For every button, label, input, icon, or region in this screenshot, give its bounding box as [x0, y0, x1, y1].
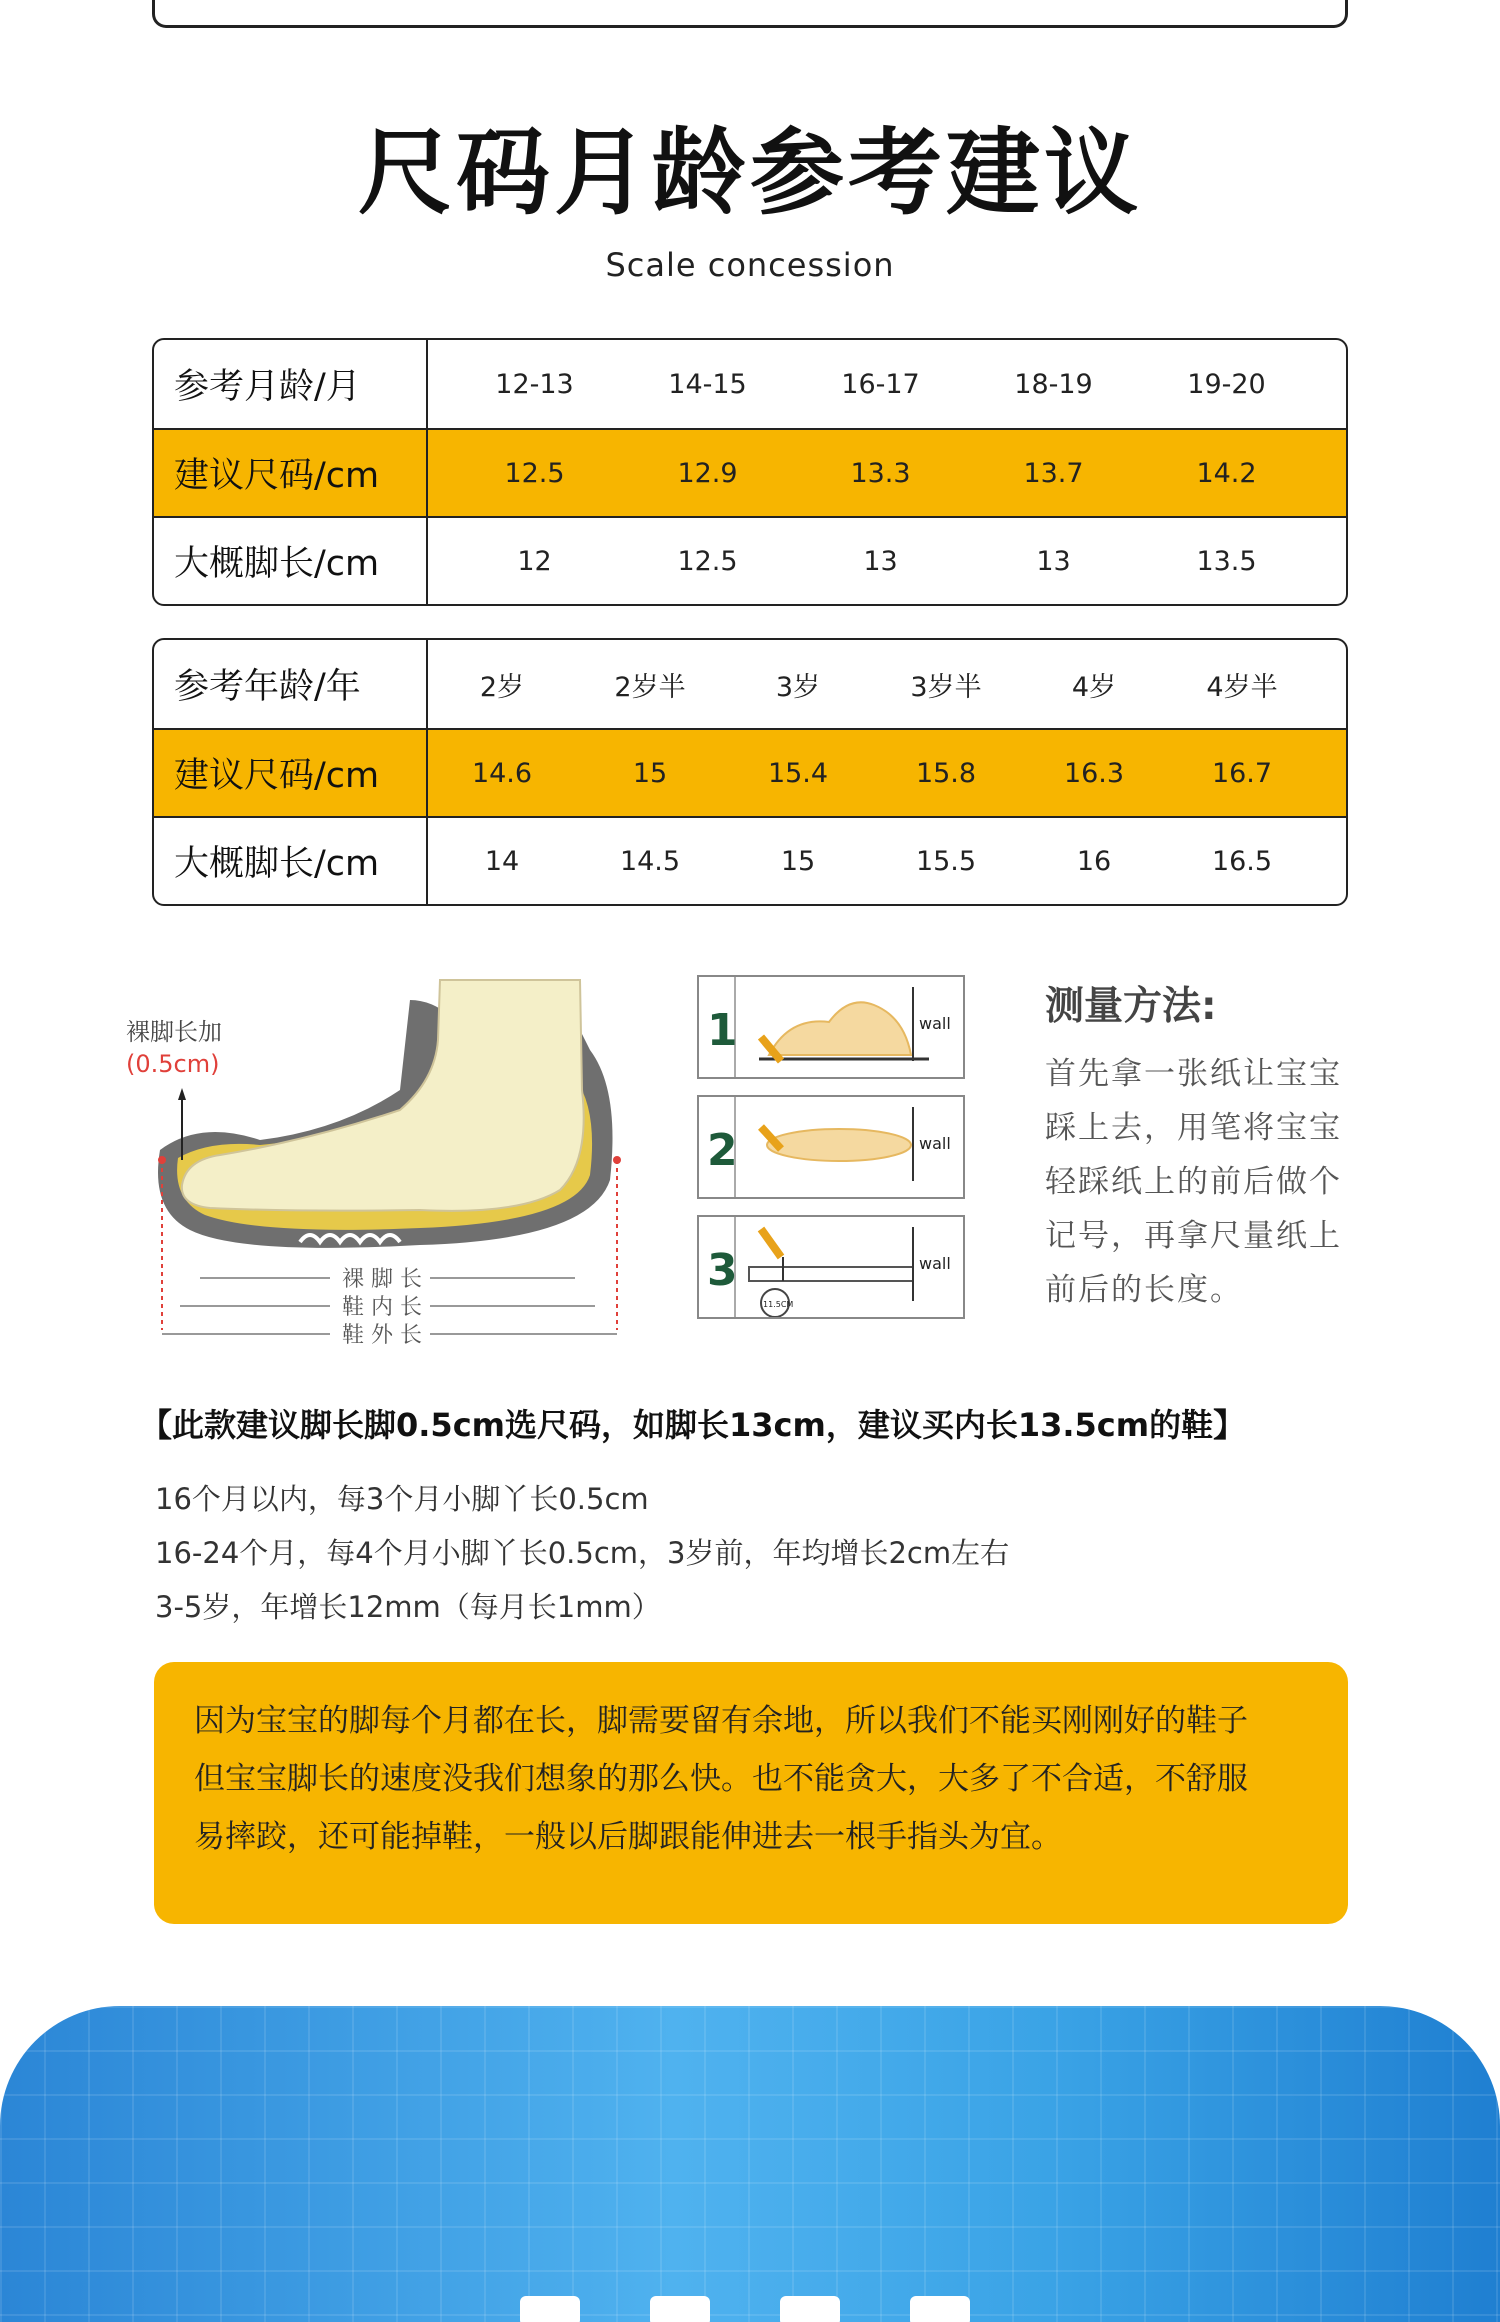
table-cell: 4岁 — [1071, 671, 1117, 703]
tip-line: 但宝宝脚长的速度没我们想象的那么快。也不能贪大，大多了不合适，不舒服 — [194, 1761, 1248, 1797]
table-cell: 15 — [632, 757, 668, 789]
growth-note: 3-5岁，年增长12mm（每月长1mm） — [155, 1590, 661, 1624]
table-cell: 13.5 — [1196, 545, 1257, 577]
table-cell: 16.7 — [1211, 757, 1273, 789]
wall-label: wall — [919, 1254, 951, 1273]
table-cell: 16-17 — [841, 368, 920, 400]
table-cell: 12.9 — [677, 457, 738, 489]
measurement-steps — [697, 975, 967, 1325]
table-row-highlight — [154, 728, 1346, 818]
method-line: 踩上去，用笔将宝宝 — [1045, 1110, 1342, 1146]
table-cell: 13 — [1036, 545, 1071, 577]
growth-note: 16个月以内，每3个月小脚丫长0.5cm — [155, 1482, 649, 1516]
label-inner-length: 鞋 内 长 — [342, 1295, 422, 1320]
table-cell: 12.5 — [677, 545, 738, 577]
wall-label: wall — [919, 1014, 951, 1033]
table-cell: 16.3 — [1063, 757, 1125, 789]
row-label: 建议尺码/cm — [154, 730, 428, 816]
table-cell: 19-20 — [1187, 368, 1266, 400]
row-label: 建议尺码/cm — [154, 430, 428, 516]
table-cell: 3岁 — [775, 671, 821, 703]
method-line: 轻踩纸上的前后做个 — [1045, 1164, 1342, 1200]
table-cell: 2岁 — [479, 671, 525, 703]
step-number: 3 — [707, 1245, 738, 1296]
advice-heading: 【此款建议脚长脚0.5cm选尺码，如脚长13cm，建议买内长13.5cm的鞋】 — [140, 1406, 1246, 1444]
table-cell: 15.8 — [915, 757, 977, 789]
step-3 — [697, 1215, 965, 1319]
table-row — [154, 516, 1346, 606]
note-value: (0.5cm) — [126, 1050, 220, 1078]
table-row — [154, 816, 1346, 906]
wall-label: wall — [919, 1134, 951, 1153]
table-cell: 16 — [1076, 845, 1112, 877]
pencil-icon — [761, 1229, 781, 1257]
size-table-months — [152, 338, 1348, 606]
table-cell: 15.5 — [915, 845, 977, 877]
step-2 — [697, 1095, 965, 1199]
table-row-highlight — [154, 428, 1346, 518]
shoe-illustration — [120, 960, 640, 1350]
table-cell: 14.6 — [471, 757, 533, 789]
table-cell: 13.7 — [1023, 457, 1084, 489]
method-title: 测量方法: — [1045, 984, 1217, 1029]
table-cell: 13.3 — [850, 457, 911, 489]
foot-icon — [769, 1002, 911, 1055]
table-row — [154, 340, 1346, 428]
grid-pattern — [0, 2006, 1500, 2322]
method-line: 前后的长度。 — [1045, 1272, 1243, 1308]
growth-notes — [155, 1472, 1009, 1634]
footprint-icon — [767, 1129, 911, 1161]
table-cell: 14.5 — [619, 845, 681, 877]
page-title: 尺码月龄参考建议 — [357, 119, 1142, 228]
tip-box — [154, 1662, 1348, 1924]
table-cell: 2岁半 — [614, 671, 686, 703]
table-cell: 16.5 — [1211, 845, 1273, 877]
table-cell: 18-19 — [1014, 368, 1093, 400]
table-cell: 4岁半 — [1206, 671, 1278, 703]
method-line: 首先拿一张纸让宝宝 — [1045, 1056, 1342, 1092]
row-label: 大概脚长/cm — [154, 816, 428, 906]
step-number: 2 — [707, 1125, 738, 1176]
growth-note: 16-24个月，每4个月小脚丫长0.5cm，3岁前，年均增长2cm左右 — [155, 1536, 1010, 1570]
page-subtitle: Scale concession — [605, 246, 895, 284]
table-cell: 15.4 — [767, 757, 829, 789]
top-frame — [152, 0, 1348, 28]
table-cell: 12.5 — [504, 457, 565, 489]
size-table-years — [152, 638, 1348, 906]
ruler-label: 11.5CM — [763, 1300, 794, 1309]
table-cell: 14 — [484, 845, 520, 877]
step-number: 1 — [707, 1005, 738, 1056]
method-line: 记号，再拿尺量纸上 — [1045, 1218, 1342, 1254]
tip-line: 因为宝宝的脚每个月都在长，脚需要留有余地，所以我们不能买刚刚好的鞋子 — [194, 1703, 1248, 1739]
table-cell: 3岁半 — [910, 671, 982, 703]
shoe-diagram — [120, 960, 640, 1350]
blue-banner — [0, 2006, 1500, 2322]
step-1 — [697, 975, 965, 1079]
table-cell: 15 — [780, 845, 816, 877]
table-cell: 14.2 — [1196, 457, 1257, 489]
banner-heading-partial — [520, 2296, 1040, 2322]
table-cell: 14-15 — [668, 368, 747, 400]
row-label: 参考月龄/月 — [154, 340, 428, 428]
tip-line: 易摔跤，还可能掉鞋，一般以后脚跟能伸进去一根手指头为宜。 — [194, 1819, 1062, 1855]
row-label: 大概脚长/cm — [154, 516, 428, 606]
table-cell: 12-13 — [495, 368, 574, 400]
label-outer-length: 鞋 外 长 — [342, 1323, 422, 1348]
label-bare-foot: 裸 脚 长 — [342, 1267, 422, 1292]
row-label: 参考年龄/年 — [154, 640, 428, 728]
table-row — [154, 640, 1346, 728]
table-cell: 13 — [863, 545, 898, 577]
method-text — [1045, 1047, 1375, 1317]
ruler-icon — [749, 1267, 913, 1281]
note-label: 裸脚长加 — [126, 1018, 222, 1046]
table-cell: 12 — [517, 545, 552, 577]
